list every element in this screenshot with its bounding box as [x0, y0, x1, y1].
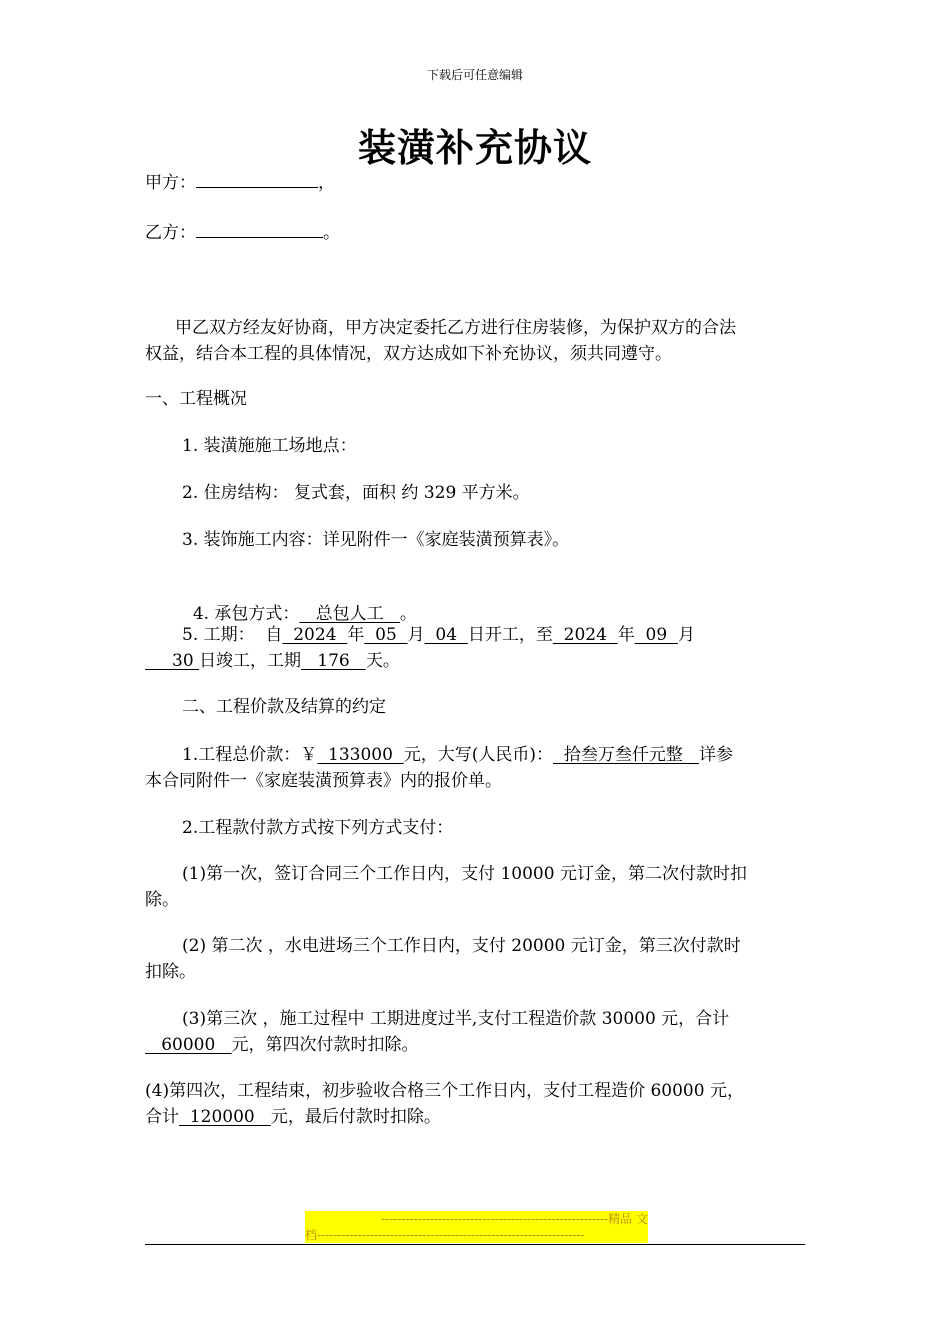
s1-item5-line2: 30 日竣工，工期 176 天。 — [145, 651, 400, 671]
footer-divider — [145, 1244, 805, 1245]
document-title: 装潢补充协议 — [357, 125, 592, 170]
payment-3-line2: 60000 元，第四次付款时扣除。 — [145, 1035, 419, 1055]
payment-4-total: 120000 — [179, 1107, 271, 1127]
s1-item4: 4. 承包方式： 总包人工 。 — [192, 604, 417, 624]
payment-1-line2: 除。 — [145, 890, 179, 910]
s1-item2: 2. 住房结构： 复式套，面积 约 329 平方米。 — [182, 483, 530, 503]
start-month: 05 — [364, 625, 408, 645]
payment-4-line2: 合计 120000 元，最后付款时扣除。 — [145, 1107, 441, 1127]
party-a-blank — [196, 168, 318, 188]
total-amount: 133000 — [317, 745, 404, 765]
end-day: 30 — [145, 651, 200, 671]
s2-item2: 2.工程款付款方式按下列方式支付： — [182, 818, 454, 838]
section1-heading: 一、工程概况 — [145, 389, 247, 409]
s2-item1-line2: 本合同附件一《家庭装潢预算表》内的报价单。 — [145, 771, 502, 791]
payment-2-line2: 扣除。 — [145, 962, 196, 982]
start-year: 2024 — [282, 625, 348, 645]
footer-watermark-line2: 档------------------------------------------------------------------ — [305, 1227, 648, 1243]
payment-2-line1: (2) 第二次 ，水电进场三个工作日内，支付 20000 元订金，第三次付款时 — [182, 936, 741, 956]
section2-heading: 二、工程价款及结算的约定 — [182, 697, 386, 717]
start-day: 04 — [424, 625, 468, 645]
end-month: 09 — [634, 625, 678, 645]
s1-item5-line1: 5. 工期： 自 2024 年 05 月 04 日开工，至 2024 年 09 月 — [182, 625, 695, 645]
payment-1-line1: (1)第一次，签订合同三个工作日内，支付 10000 元订金，第二次付款时扣 — [182, 864, 747, 884]
party-b-line: 乙方： 。 — [145, 218, 340, 246]
party-a-line: 甲方： ， — [145, 168, 335, 196]
contract-type-value: 总包人工 — [299, 604, 400, 624]
footer-watermark-line1: --------------------------------------------------------精品 文 — [305, 1211, 648, 1227]
payment-3-line1: (3)第三次 ，施工过程中 工期进度过半,支付工程造价款 30000 元，合计 — [182, 1009, 730, 1029]
party-b-blank — [196, 218, 323, 238]
s1-item3: 3. 装饰施工内容：详见附件一《家庭装潢预算表》。 — [182, 530, 570, 550]
end-year: 2024 — [552, 625, 618, 645]
intro-line-2: 权益，结合本工程的具体情况，双方达成如下补充协议，须共同遵守。 — [145, 344, 672, 364]
total-amount-chinese: 拾叁万叁仟元整 — [553, 745, 700, 765]
party-a-label: 甲方： — [145, 173, 196, 193]
s1-item1: 1. 装潢施施工场地点： — [182, 436, 357, 456]
payment-4-line1: (4)第四次，工程结束，初步验收合格三个工作日内，支付工程造价 60000 元， — [145, 1081, 744, 1101]
duration-days: 176 — [301, 651, 366, 671]
party-b-label: 乙方： — [145, 223, 196, 243]
intro-line-1: 甲乙双方经友好协商，甲方决定委托乙方进行住房装修，为保护双方的合法 — [175, 318, 736, 338]
s2-item1-line1: 1.工程总价款：￥ 133000 元，大写(人民币)： 拾叁万叁仟元整 详参 — [182, 745, 734, 765]
header-note: 下载后可任意编辑 — [426, 68, 523, 82]
payment-3-total: 60000 — [145, 1035, 232, 1055]
